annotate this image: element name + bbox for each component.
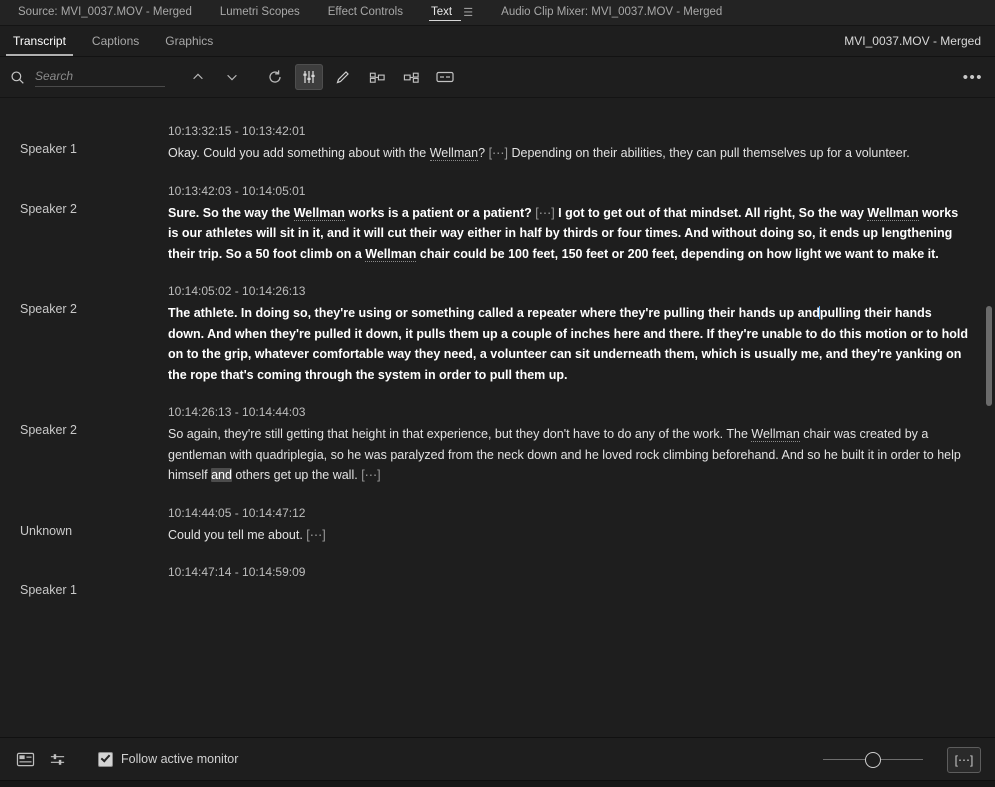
refresh-transcript-button[interactable] [261,64,289,90]
transcript-toolbar [0,57,995,98]
transcript-text[interactable] [168,525,969,546]
panel-tab-label: Lumetri Scopes [219,6,300,18]
text-run: pulling their hands down. And when they're pulled it down, it pulls them up a couple of inches here and there. If they're unable to do this motion or to hold on to the grip, whatever comfortable way they need, a volunteer can sit underneath them, which is usually me, and they're yanking on the rope that's coming through the system in order to pull them up. [168,306,968,382]
transcript-paragraph[interactable] [0,498,995,558]
pause-marker[interactable]: [⋯] [488,146,509,160]
pause-display-toggle-button[interactable] [12,747,38,771]
tab-label: Captions [91,34,140,48]
split-speaker-button[interactable] [397,64,425,90]
pause-marker[interactable]: [⋯] [535,205,555,220]
panel-tab-lumetri-scopes[interactable] [206,0,314,25]
panel-tab-bar [0,0,995,26]
pause-marker[interactable]: [⋯] [361,468,381,482]
timecode: 10:14:47:14 - 10:14:59:09 [168,565,306,579]
search-icon[interactable] [10,70,25,85]
speaker-label[interactable]: Speaker 2 [20,302,77,316]
text-run: Sure. So the way the [168,205,294,220]
text-run: works is our athletes will sit in it, and it will cut their way either in half by thirds or four times. And without doing so, it ends up lengthening their trip. So a 50 foot climb on a [168,205,959,261]
text-run: Depending on their abilities, they can pull themselves up for a volunteer. [508,146,910,160]
timecode: 10:14:44:05 - 10:14:47:12 [168,505,306,520]
panel-tab-label: Source: MVI_0037.MOV - Merged [18,6,192,18]
text-run: The athlete. In doing so, they're using or something called a repeater where they're pulling their hands up and [168,306,820,320]
text-run: I got to get out of that mindset. All right, So the way [554,205,868,220]
text-panel-subtabs [0,26,995,57]
text-run: Okay. Could you add something about with the [168,146,430,160]
tab-captions[interactable] [79,26,152,56]
speaker-label[interactable]: Speaker 1 [20,142,77,156]
active-tab-underline [429,20,461,21]
pause-marker-toggle-button[interactable]: [⋯] [947,747,981,773]
transcript-settings-button[interactable] [295,64,323,90]
paragraph-body [168,124,969,164]
speaker-label[interactable]: Speaker 2 [20,201,77,216]
timecode: 10:13:42:03 - 10:14:05:01 [168,183,306,198]
panel-tab-label: Text [430,6,453,18]
follow-active-monitor-checkbox[interactable] [98,752,113,767]
panel-tab-text[interactable] [417,0,487,25]
tab-transcript[interactable] [0,26,79,56]
speaker-label[interactable]: Unknown [20,523,73,538]
edit-transcript-button[interactable] [329,64,357,90]
text-run: So again, they're still getting that height in that experience, but they don't have to do any of the work. The [168,427,752,441]
text-run: others get up the wall. [231,468,362,482]
transcript-paragraph[interactable] [0,116,995,176]
paragraph-body [168,184,969,265]
text-run-underline: Wellman [293,205,345,220]
text-run-underline: Wellman [867,205,919,220]
pause-marker[interactable]: [⋯] [306,527,326,542]
transcript-scrollbar[interactable] [985,108,993,731]
transcript-footer [0,737,995,780]
transcript-list[interactable] [0,98,995,737]
transcript-paragraph[interactable] [0,397,995,498]
text-run-underline: Wellman [365,246,417,261]
transcript-paragraph[interactable] [0,176,995,277]
tab-graphics[interactable] [152,26,226,56]
transcript-text[interactable] [168,303,969,385]
clip-title: MVI_0037.MOV - Merged [844,34,981,48]
text-run: works is a patient or a patient? [344,205,536,220]
transcript-paragraph[interactable] [0,276,995,397]
text-run: chair was created by a gentleman with quadriplegia, so he was paralyzed from the neck down and he loved rock climbing beforehand. And so he built it in order to help himself [168,427,961,482]
speaker-label[interactable]: Speaker 2 [20,423,77,437]
tab-label: Graphics [165,34,214,48]
paragraph-body [168,565,969,597]
search-area [10,67,175,87]
text-run: Could you tell me about. [168,527,307,542]
search-input[interactable] [35,67,165,87]
toolbar-more-button[interactable]: ••• [962,68,983,86]
panel-tab-audio-clip-mixer[interactable] [487,0,736,25]
transcript-paragraph[interactable] [0,557,995,609]
highlighted-word[interactable]: and [211,468,232,482]
text-run-underline: Wellman [429,146,479,160]
scrollbar-thumb[interactable] [986,306,992,406]
merge-speaker-button[interactable] [363,64,391,90]
follow-active-monitor-label: Follow active monitor [121,752,239,766]
slider-knob[interactable] [865,752,881,768]
previous-result-button[interactable] [184,64,212,90]
paragraph-body [168,405,969,486]
text-run: chair could be 100 feet, 150 feet or 200 feet, depending on how light we want to make it. [416,246,939,261]
next-result-button[interactable] [218,64,246,90]
create-captions-button[interactable] [431,64,459,90]
text-run: ? [478,146,489,160]
font-size-slider[interactable] [823,738,923,780]
panel-tab-label: Audio Clip Mixer: MVI_0037.MOV - Merged [501,6,723,18]
transcript-text[interactable] [168,143,969,164]
timecode: 10:14:26:13 - 10:14:44:03 [168,405,306,419]
timecode: 10:14:05:02 - 10:14:26:13 [168,284,306,298]
paragraph-body [168,284,969,385]
panel-menu-icon[interactable]: ☰ [463,7,474,19]
text-run-underline: Wellman [751,427,800,441]
panel-tab-effect-controls[interactable] [314,0,417,25]
panel-tab-source[interactable] [4,0,206,25]
tab-label: Transcript [13,34,66,48]
paragraph-body [168,506,969,546]
transcript-text[interactable] [168,203,969,265]
window-bottom-edge [0,780,995,787]
panel-tab-label: Effect Controls [327,6,403,18]
speaker-label[interactable]: Speaker 1 [20,583,77,597]
transcript-text[interactable] [168,424,969,486]
timecode: 10:13:32:15 - 10:13:42:01 [168,124,306,138]
show-waveform-button[interactable] [44,747,70,771]
